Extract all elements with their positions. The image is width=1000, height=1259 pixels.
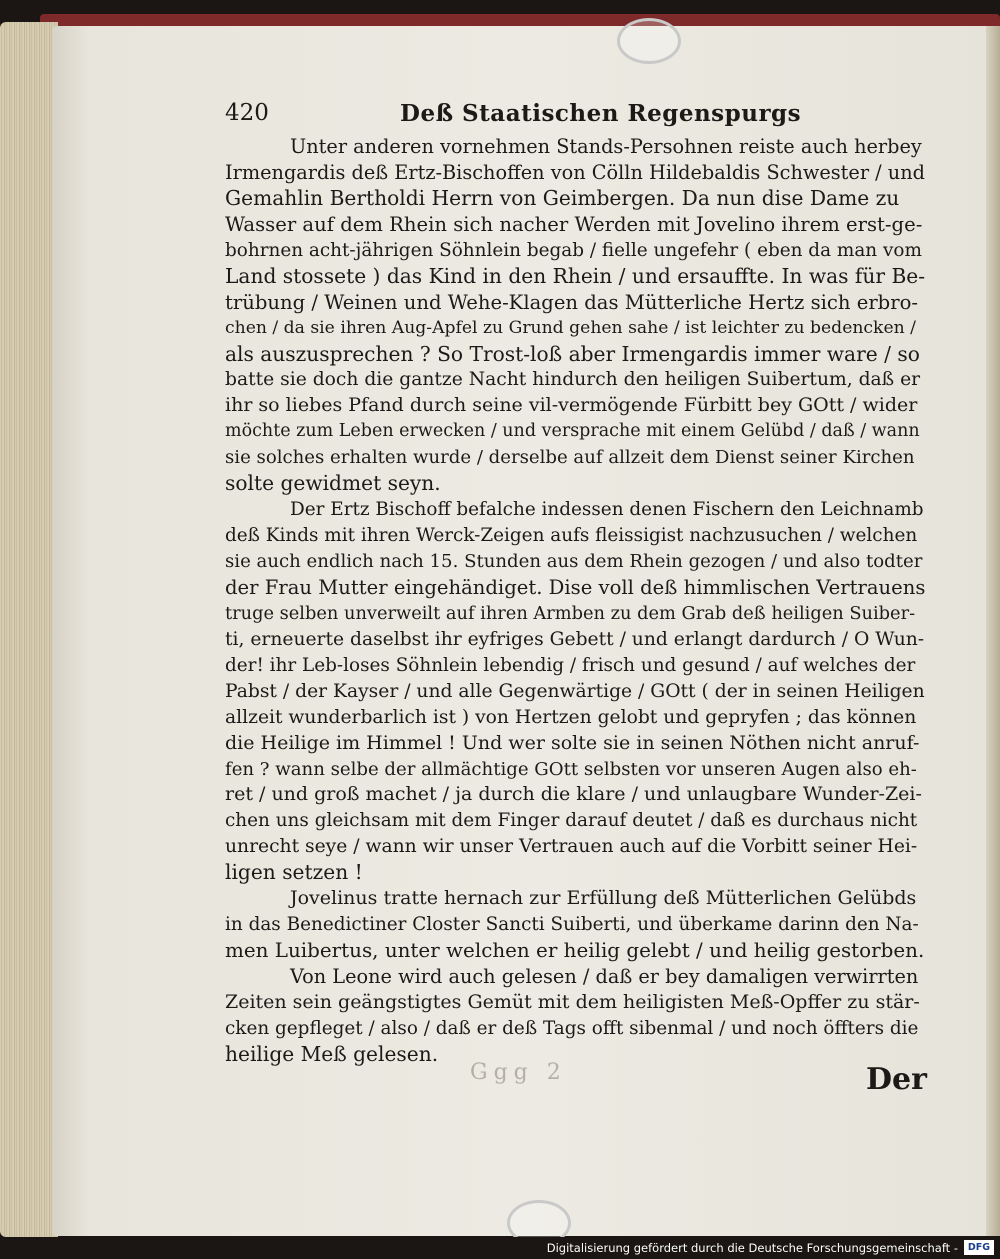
text-line: Jovelinus tratte hernach zur Erfüllung deß Mütterlichen Gelübds [290, 887, 917, 910]
text-line: batte sie doch die gantze Nacht hindurch den heiligen Suibertum, daß er [225, 369, 921, 391]
signature-mark: Ggg 2 [470, 1060, 567, 1085]
running-title: Deß Staatischen Regenspurgs [400, 100, 802, 127]
text-line: Zeiten sein geängstigtes Gemüt mit dem heiligisten Meß-Opffer zu stär- [225, 990, 920, 1013]
text-line: sie auch endlich nach 15. Stunden aus dem Rhein gezogen / und also todter [225, 551, 923, 572]
text-body [225, 134, 925, 1068]
text-line: ret / und groß machet / ja durch die klare / und unlaugbare Wunder-Zei- [225, 783, 922, 806]
text-line: deß Kinds mit ihren Werck-Zeigen aufs fleissigist nachzusuchen / welchen [225, 525, 918, 547]
catchword: Der [866, 1062, 927, 1097]
text-line: die Heilige im Himmel ! Und wer solte sie in seinen Nöthen nicht anruf- [225, 731, 920, 754]
text-line: der! ihr Leb-loses Söhnlein lebendig / frisch und gesund / auf welches der [225, 654, 916, 676]
page-stack-edge [0, 22, 58, 1237]
text-line: solte gewidmet seyn. [225, 471, 441, 496]
text-line: fen ? wann selbe der allmächtige GOtt selbsten vor unseren Augen also eh- [225, 758, 917, 780]
text-line: Unter anderen vornehmen Stands-Persohnen reiste auch herbey [290, 135, 922, 158]
text-line: als auszusprechen ? So Trost-loß aber Irmengardis immer ware / so [225, 341, 920, 366]
running-head [225, 100, 925, 134]
text-line: Gemahlin Bertholdi Herrn von Geimbergen. Da nun dise Dame zu [225, 185, 900, 210]
text-line: ihr so liebes Pfand durch seine vil-vermögende Fürbitt bey GOtt / wider [225, 394, 918, 417]
text-line: sie solches erhalten wurde / derselbe auf allzeit dem Dienst seiner Kirchen [225, 447, 915, 469]
text-line: ti, erneuerte daselbst ihr eyfriges Gebett / und erlangt dardurch / O Wun- [225, 628, 925, 650]
page-clip-top [617, 18, 681, 64]
text-line: Land stossete ) das Kind in den Rhein / und ersauffte. In was für Be- [225, 263, 926, 288]
text-line: heilige Meß gelesen. [225, 1041, 439, 1066]
text-line: Der Ertz Bischoff befalche indessen denen Fischern den Leichnamb [290, 499, 924, 521]
text-line: truge selben unverweilt auf ihren Armben zu dem Grab deß heiligen Suiber- [225, 602, 916, 624]
text-line: der Frau Mutter eingehändiget. Dise voll deß himmlischen Vertrauens [225, 575, 926, 599]
text-line: bohrnen acht-jährigen Söhnlein begab / fielle ungefehr ( eben da man vom [225, 239, 922, 261]
text-line: in das Benedictiner Closter Sancti Suiberti, und überkame darinn den Na- [225, 914, 919, 936]
text-line: unrecht seye / wann wir unser Vertrauen auch auf die Vorbitt seiner Hei- [225, 836, 918, 858]
text-line: allzeit wunderbarlich ist ) von Hertzen gelobt und gepryfen ; das können [225, 706, 917, 728]
text-line: cken gepfleget / also / daß er deß Tags offt sibenmal / und noch öffters die [225, 1017, 919, 1039]
page-number: 420 [225, 100, 269, 126]
text-line: Irmengardis deß Ertz-Bischoffen von Cölln Hildebaldis Schwester / und [225, 160, 925, 184]
footer-credit: Digitalisierung gefördert durch die Deutsche Forschungsgemeinschaft - [546, 1241, 958, 1255]
text-line: chen uns gleichsam mit dem Finger darauf deutet / daß es durchaus nicht [225, 810, 918, 832]
dfg-logo: DFG [964, 1240, 994, 1255]
text-line: chen / da sie ihren Aug-Apfel zu Grund gehen sahe / ist leichter zu bedencken / [225, 317, 916, 338]
text-line: Von Leone wird auch gelesen / daß er bey damaligen verwirrten [290, 965, 919, 988]
text-line: men Luibertus, unter welchen er heilig gelebt / und heilig gestorben. [225, 939, 925, 963]
footer-bar [0, 1237, 1000, 1259]
text-line: Pabst / der Kayser / und alle Gegenwärtige / GOtt ( der in seinen Heiligen [225, 680, 925, 702]
text-line: möchte zum Leben erwecken / und versprache mit einem Gelübd / daß / wann [225, 421, 920, 442]
page-right-edge [986, 26, 1000, 1236]
text-line: ligen setzen ! [225, 860, 363, 885]
text-line: trübung / Weinen und Wehe-Klagen das Mütterliche Hertz sich erbro- [225, 290, 919, 314]
text-line: Wasser auf dem Rhein sich nacher Werden mit Jovelino ihrem erst-ge- [225, 212, 923, 236]
